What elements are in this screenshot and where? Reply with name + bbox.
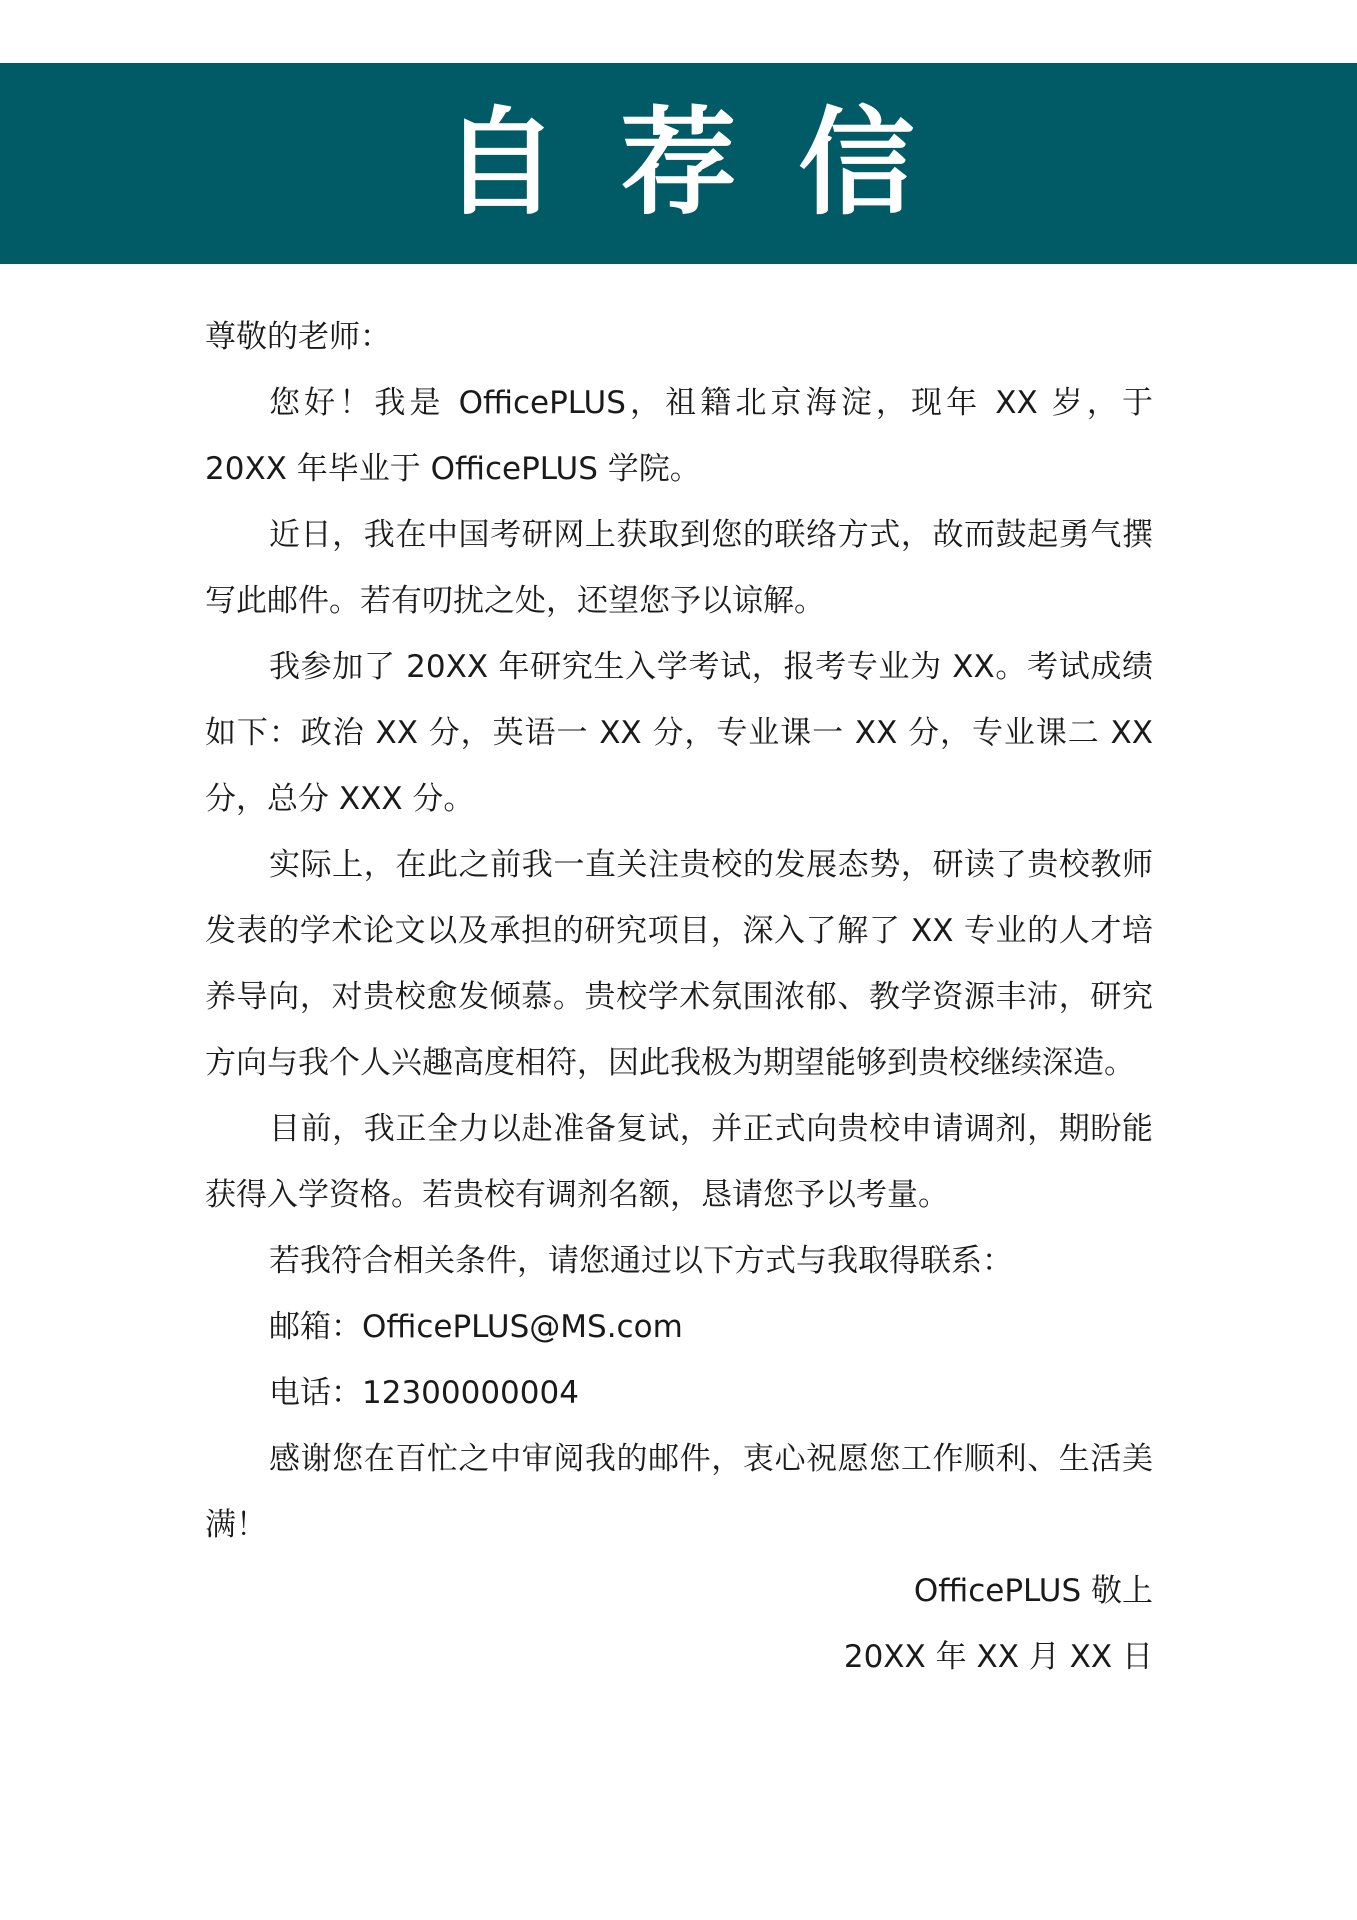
paragraph-contact-source: 近日，我在中国考研网上获取到您的联络方式，故而鼓起勇气撰写此邮件。若有叨扰之处，还望您予以谅解。 [205,517,1153,619]
paragraph-contact-intro: 若我符合相关条件，请您通过以下方式与我取得联系： [269,1243,1013,1279]
paragraph-introduction: 您好！我是 OfficePLUS，祖籍北京海淀，现年 XX 岁，于 20XX 年毕业于 OfficePLUS 学院。 [205,385,1153,487]
signature: OfficePLUS 敬上 [913,1573,1153,1609]
letter-body [205,304,1153,1690]
letter-date: 20XX 年 XX 月 XX 日 [843,1639,1153,1675]
contact-email: 邮箱：OfficePLUS@MS.com [269,1309,683,1345]
page-title: 自荐信 [442,96,977,231]
salutation: 尊敬的老师： [205,319,391,355]
paragraph-application: 目前，我正全力以赴准备复试，并正式向贵校申请调剂，期盼能获得入学资格。若贵校有调剂名额，恳请您予以考量。 [205,1111,1153,1213]
contact-phone: 电话：12300000004 [269,1375,579,1411]
header-banner [0,63,1357,264]
closing-paragraph: 感谢您在百忙之中审阅我的邮件，衷心祝愿您工作顺利、生活美满！ [205,1441,1153,1543]
paragraph-motivation: 实际上，在此之前我一直关注贵校的发展态势，研读了贵校教师发表的学术论文以及承担的研究项目，深入了解了 XX 专业的人才培养导向，对贵校愈发倾慕。贵校学术氛围浓郁、教学资源丰沛，研究方向与我个人兴趣高度相符，因此我极为期望能够到贵校继续深造。 [205,847,1153,1081]
paragraph-exam-scores: 我参加了 20XX 年研究生入学考试，报考专业为 XX。考试成绩如下：政治 XX 分，英语一 XX 分，专业课一 XX 分，专业课二 XX 分，总分 XXX 分。 [205,649,1153,817]
